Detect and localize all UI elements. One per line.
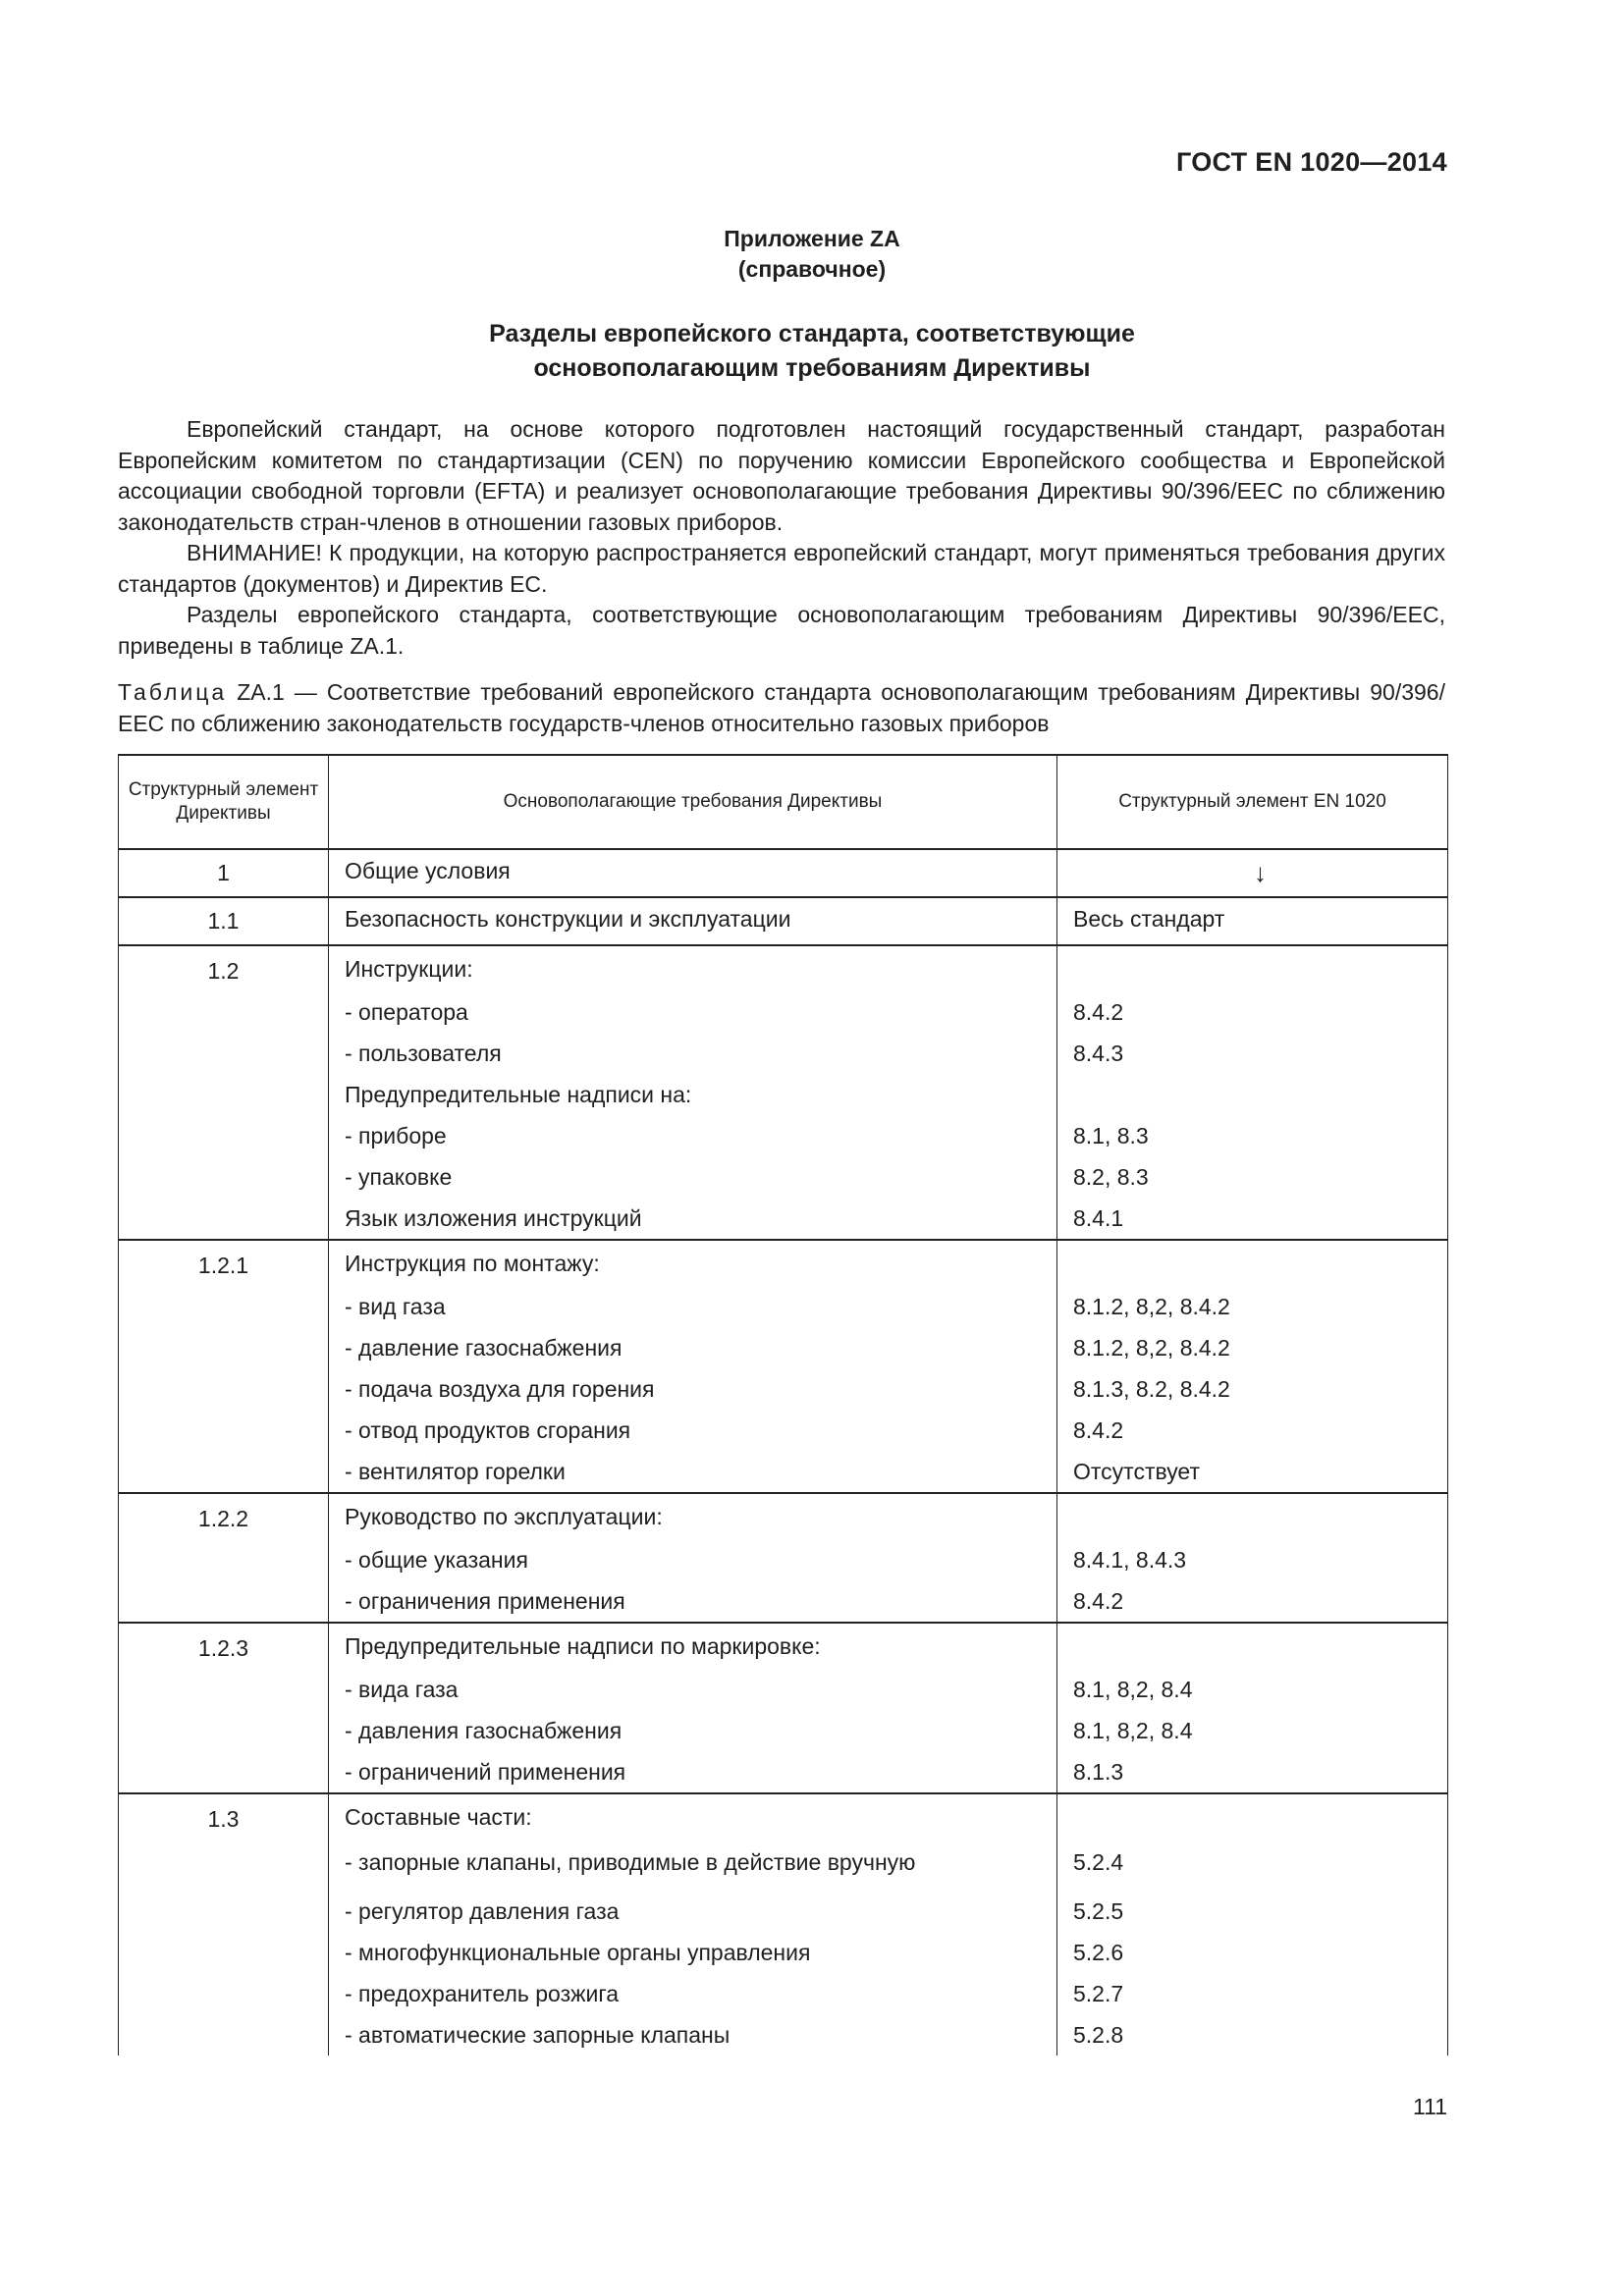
en1020-element-cell xyxy=(1057,1793,1448,2056)
intro-paragraph: ВНИМАНИЕ! К продукции, на которую распространяется европейский стандарт, могут применяться требования других стандартов (документов) и Директив ЕС. xyxy=(118,540,1445,597)
reference-line: 5.2.6 xyxy=(1073,1940,1124,1965)
document-code: ГОСТ EN 1020—2014 xyxy=(1175,147,1447,177)
reference-line: 8.4.2 xyxy=(1073,999,1124,1025)
requirement-line: - ограничений применения xyxy=(345,1759,626,1785)
requirement-line: Общие условия xyxy=(345,858,511,883)
table-row xyxy=(119,849,1448,897)
table-row xyxy=(119,1793,1448,2056)
requirement-line: - подача воздуха для горения xyxy=(345,1376,655,1402)
reference-line: Отсутствует xyxy=(1073,1459,1200,1484)
column-header-en1020-element: Структурный элемент EN 1020 xyxy=(1057,755,1448,849)
section-title-line2: основополагающим требованиям Директивы xyxy=(533,354,1091,382)
requirement-line: - давление газоснабжения xyxy=(345,1335,623,1361)
reference-line xyxy=(1057,1494,1447,1539)
directive-element-cell: 1.2.1 xyxy=(119,1240,329,1493)
reference-line: 8.1.2, 8,2, 8.4.2 xyxy=(1073,1335,1230,1361)
reference-line xyxy=(1057,1074,1447,1115)
reference-line: Весь стандарт xyxy=(1073,906,1225,932)
reference-line: 8.4.2 xyxy=(1073,1417,1124,1443)
section-title-line1: Разделы европейского стандарта, соответствующие xyxy=(489,320,1135,347)
reference-line xyxy=(1057,1624,1447,1669)
reference-line: 8.1.3, 8.2, 8.4.2 xyxy=(1073,1376,1230,1402)
appendix-heading xyxy=(0,224,1624,285)
reference-line xyxy=(1057,946,1447,991)
reference-line: 8.4.1, 8.4.3 xyxy=(1073,1547,1187,1573)
requirement-line: Безопасность конструкции и эксплуатации xyxy=(345,906,791,932)
reference-line xyxy=(1057,1794,1447,1840)
reference-line: 8.1, 8,2, 8.4 xyxy=(1073,1718,1193,1743)
table-caption xyxy=(118,677,1445,739)
requirement-line: - вид газа xyxy=(345,1294,446,1319)
requirement-line: - отвод продуктов сгорания xyxy=(345,1417,631,1443)
reference-line: 5.2.5 xyxy=(1073,1898,1124,1924)
en1020-element-cell xyxy=(1057,945,1448,1240)
requirement-line: - пользователя xyxy=(345,1041,502,1066)
reference-line: 8.1, 8,2, 8.4 xyxy=(1073,1677,1193,1702)
directive-element-cell: 1.2.2 xyxy=(119,1493,329,1623)
requirement-line: - общие указания xyxy=(345,1547,528,1573)
requirement-line: - упаковке xyxy=(345,1164,453,1190)
requirement-line: - автоматические запорные клапаны xyxy=(345,2022,731,2048)
column-header-requirements: Основополагающие требования Директивы xyxy=(329,755,1057,849)
requirement-line: - предохранитель розжига xyxy=(345,1981,620,2006)
page-number: 111 xyxy=(1413,2094,1447,2119)
requirement-line: - многофункциональные органы управления xyxy=(345,1940,811,1965)
reference-line: 8.4.1 xyxy=(1073,1205,1124,1231)
reference-line: 5.2.8 xyxy=(1073,2022,1124,2048)
requirement-line: - ограничения применения xyxy=(345,1588,625,1614)
requirement-line: Руководство по эксплуатации: xyxy=(345,1504,663,1529)
section-title xyxy=(0,317,1624,386)
appendix-title: Приложение ZA xyxy=(724,226,900,251)
requirement-line: - запорные клапаны, приводимые в действие вручную xyxy=(345,1849,916,1875)
directive-element-cell: 1.2 xyxy=(119,945,329,1240)
table-header-row xyxy=(119,755,1448,849)
requirements-cell xyxy=(329,1493,1057,1623)
intro-paragraph: Разделы европейского стандарта, соответствующие основополагающим требованиям Директивы 90/396/ЕЕС, приведены в таблице ZA.1. xyxy=(118,602,1445,659)
en1020-element-cell xyxy=(1057,849,1448,897)
table-row xyxy=(119,1623,1448,1793)
reference-line: 8.1, 8.3 xyxy=(1073,1123,1149,1148)
appendix-subtitle: (справочное) xyxy=(737,256,887,282)
requirement-line: Составные части: xyxy=(345,1804,532,1830)
column-header-directive-element: Структурный элемент Директивы xyxy=(119,755,329,849)
requirements-cell xyxy=(329,945,1057,1240)
requirement-line: - оператора xyxy=(345,999,468,1025)
table-row xyxy=(119,1240,1448,1493)
requirements-cell xyxy=(329,897,1057,945)
requirement-line: - вентилятор горелки xyxy=(345,1459,566,1484)
requirement-line: - вида газа xyxy=(345,1677,459,1702)
requirements-cell xyxy=(329,1623,1057,1793)
reference-line: 8.1.2, 8,2, 8.4.2 xyxy=(1073,1294,1230,1319)
table-row xyxy=(119,1493,1448,1623)
en1020-element-cell xyxy=(1057,897,1448,945)
reference-line: 5.2.4 xyxy=(1073,1849,1124,1875)
en1020-element-cell xyxy=(1057,1493,1448,1623)
directive-element-cell: 1 xyxy=(119,849,329,897)
requirement-line: Инструкция по монтажу: xyxy=(345,1251,600,1276)
intro-text xyxy=(118,414,1445,662)
directive-element-cell: 1.1 xyxy=(119,897,329,945)
requirement-line: Предупредительные надписи на: xyxy=(345,1082,692,1107)
requirements-cell xyxy=(329,849,1057,897)
requirement-line: Инструкции: xyxy=(345,956,473,982)
en1020-element-cell xyxy=(1057,1240,1448,1493)
table-row xyxy=(119,945,1448,1240)
reference-line xyxy=(1057,1241,1447,1286)
directive-element-cell: 1.3 xyxy=(119,1793,329,2056)
reference-line: 8.4.3 xyxy=(1073,1041,1124,1066)
requirement-line: - регулятор давления газа xyxy=(345,1898,620,1924)
reference-line: 8.1.3 xyxy=(1073,1759,1124,1785)
requirements-table xyxy=(118,754,1448,2056)
intro-paragraph: Европейский стандарт, на основе которого подготовлен настоящий государственный стандарт, разработан Европейским комитетом по стандартизации (CEN) по поручению комиссии Европейского сообщества и Европейской ассоциации свободной торговли (EFTA) и реализует основополагающие требования Директивы 90/396/ЕЕС по сближению законодательств стран-членов в отношении газовых приборов. xyxy=(118,416,1445,535)
reference-line: 8.2, 8.3 xyxy=(1073,1164,1149,1190)
requirement-line: - приборе xyxy=(345,1123,447,1148)
en1020-element-cell xyxy=(1057,1623,1448,1793)
requirement-line: - давления газоснабжения xyxy=(345,1718,623,1743)
table-caption-text: ZA.1 — Соответствие требований европейского стандарта основополагающим требованиям Директивы 90/396/ЕЕС по сближению законодательств государств-членов относительно газовых приборов xyxy=(118,679,1445,736)
requirement-line: Язык изложения инструкций xyxy=(345,1205,642,1231)
requirements-cell xyxy=(329,1793,1057,2056)
table-caption-word: Таблица xyxy=(118,679,228,705)
directive-element-cell: 1.2.3 xyxy=(119,1623,329,1793)
table-body xyxy=(119,849,1448,2056)
table-row xyxy=(119,897,1448,945)
reference-line: 5.2.7 xyxy=(1073,1981,1124,2006)
requirements-cell xyxy=(329,1240,1057,1493)
reference-line: 8.4.2 xyxy=(1073,1588,1124,1614)
arrow-down-icon: ↓ xyxy=(1254,858,1267,887)
requirement-line: Предупредительные надписи по маркировке: xyxy=(345,1633,821,1659)
